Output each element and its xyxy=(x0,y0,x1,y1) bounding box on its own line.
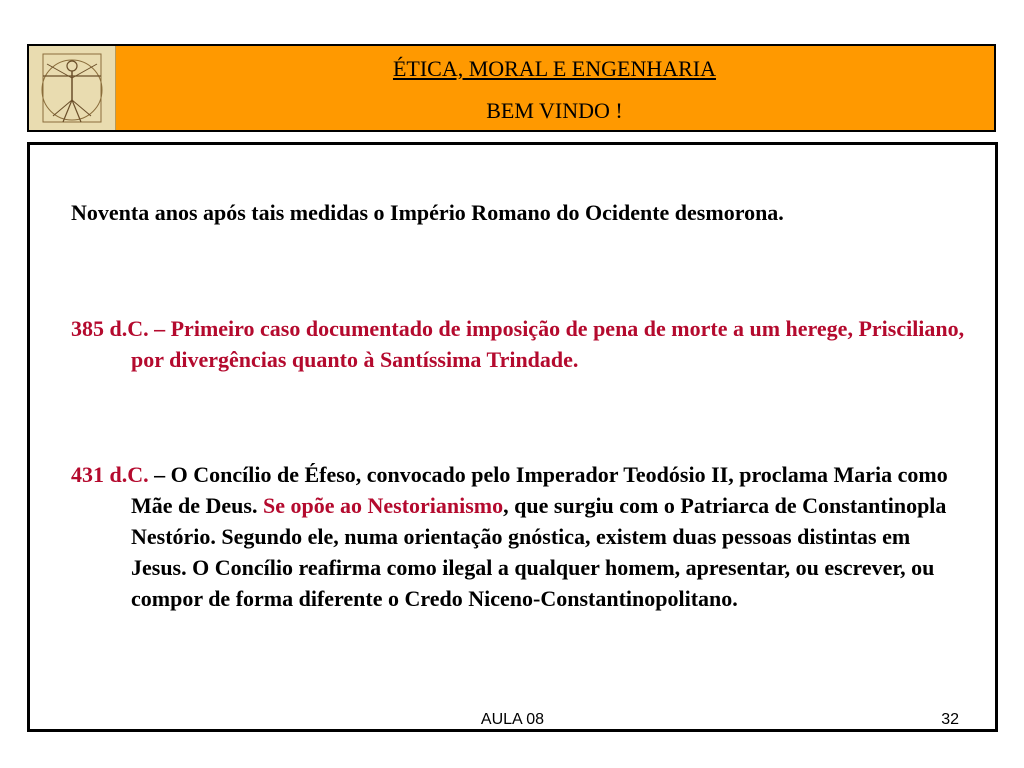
paragraph-3 xyxy=(71,459,971,614)
paragraph-3-text-a: – O Concílio de Éfeso, convocado pelo Imperador Teodósio II, proclama Maria como Mãe de Deus. xyxy=(131,462,948,518)
paragraph-1-text: Noventa anos após tais medidas o Império Romano do Ocidente desmorona. xyxy=(71,200,784,225)
vitruvian-man-image xyxy=(29,46,116,130)
slide-content xyxy=(27,142,998,732)
paragraph-1 xyxy=(71,197,971,228)
slide-header xyxy=(27,44,996,132)
page-number: 32 xyxy=(941,711,959,728)
paragraph-3-date: 431 d.C. xyxy=(71,462,155,487)
slide-subtitle: BEM VINDO ! xyxy=(486,98,623,123)
paragraph-2-text: 385 d.C. – Primeiro caso documentado de imposição de pena de morte a um herege, Prisciliano, por divergências quanto à Santíssima Trindade. xyxy=(71,316,965,372)
paragraph-3-text-b: , que surgiu com o Patriarca de Constantinopla Nestório. Segundo ele, numa orientação gnóstica, existem duas pessoas distintas em Jesus. O Concílio reafirma como ilegal a qualquer homem, apresentar, ou escrever, ou compor de forma diferente o Credo Niceno-Constantinopolitano. xyxy=(131,493,947,611)
paragraph-3-highlight: Se opõe ao Nestorianismo xyxy=(262,493,504,518)
footer-label: AULA 08 xyxy=(480,711,545,728)
slide-title: ÉTICA, MORAL E ENGENHARIA xyxy=(392,56,717,81)
paragraph-2 xyxy=(71,313,971,375)
